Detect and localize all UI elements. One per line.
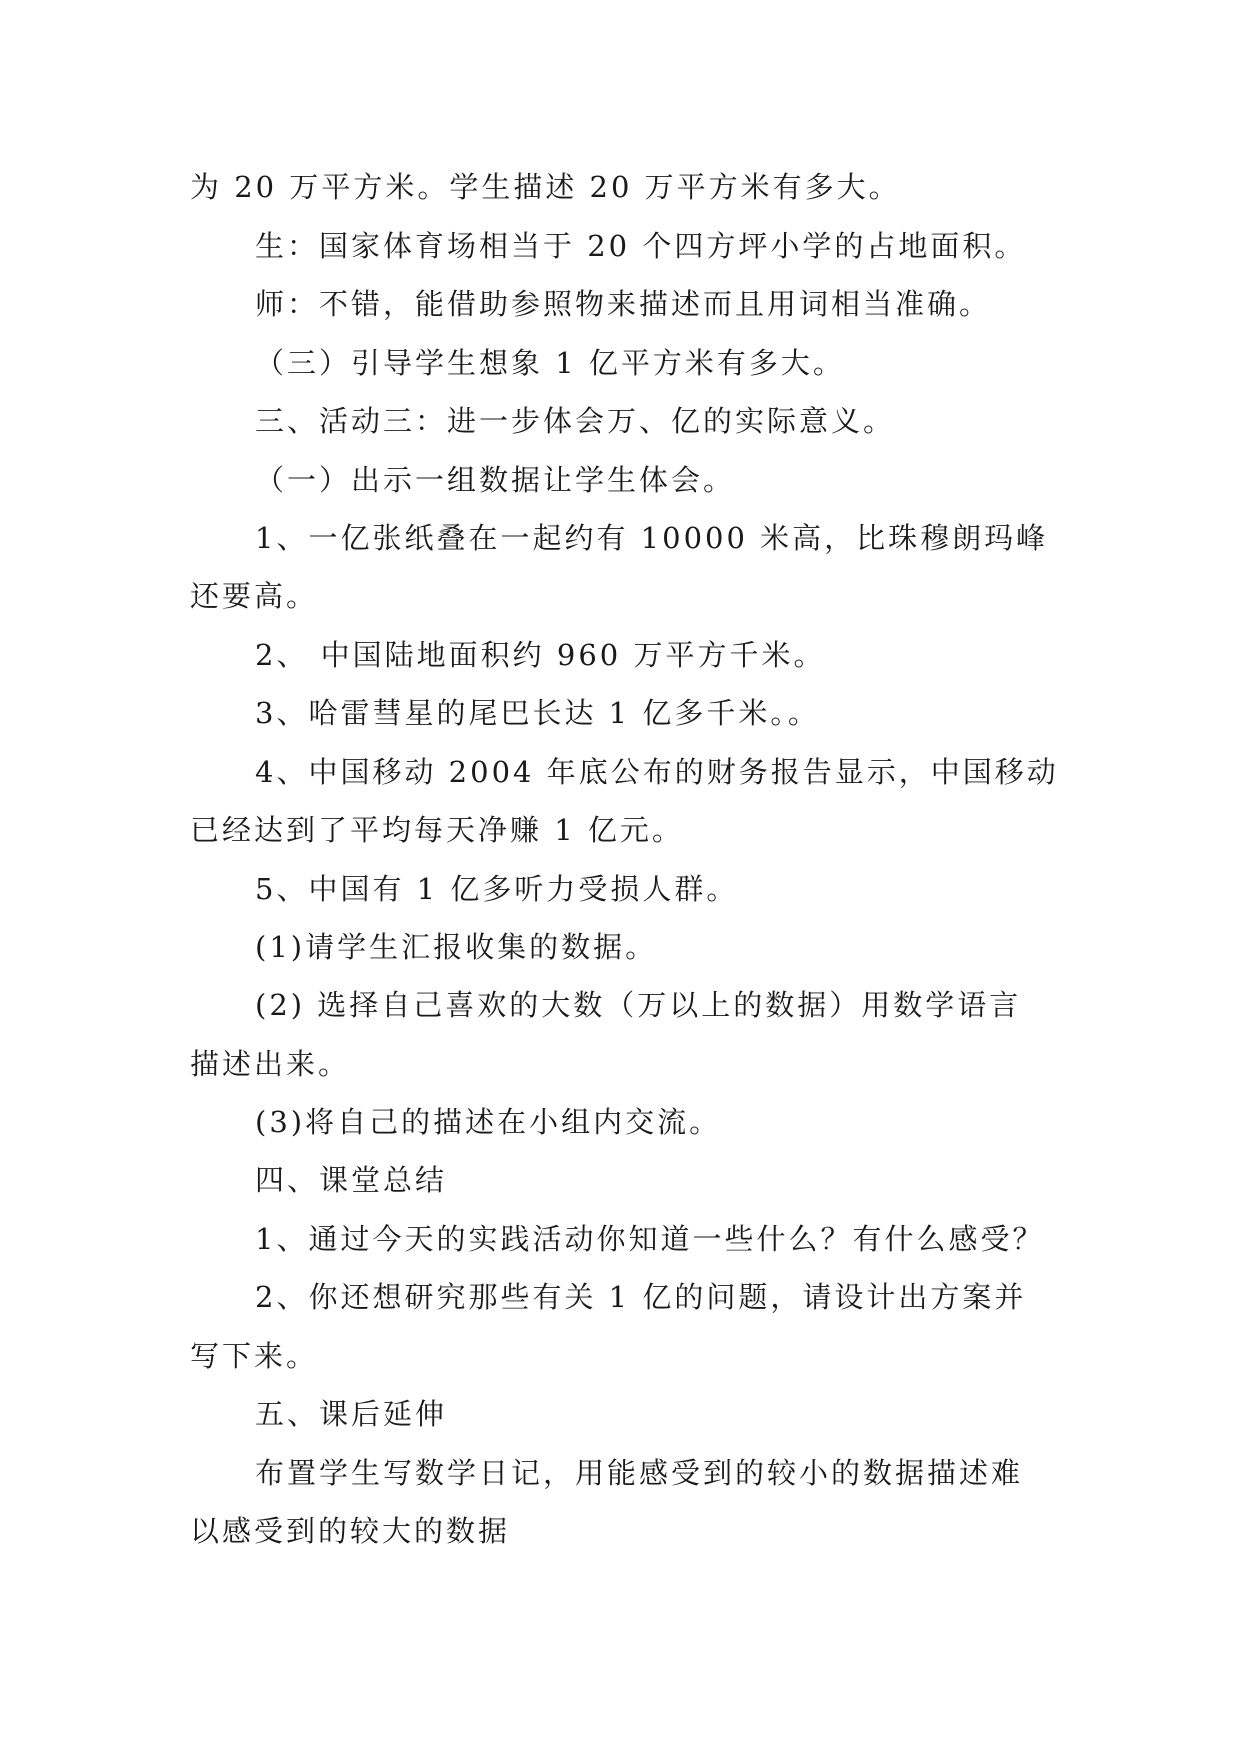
text-line: 5、中国有 1 亿多听力受损人群。 — [255, 872, 739, 906]
text-line: 写下来。 — [190, 1339, 319, 1373]
text-line: 4、中国移动 2004 年底公布的财务报告显示，中国移动 — [255, 755, 1059, 789]
text-line: 布置学生写数学日记，用能感受到的较小的数据描述难 — [255, 1456, 1024, 1490]
text-line: 1、通过今天的实践活动你知道一些什么？有什么感受？ — [255, 1222, 1045, 1256]
text-line: 生：国家体育场相当于 20 个四方坪小学的占地面积。 — [255, 229, 1027, 263]
text-line: 3、哈雷彗星的尾巴长达 1 亿多千米。。 — [255, 696, 820, 730]
text-line: （一）出示一组数据让学生体会。 — [255, 463, 736, 497]
text-line: 师：不错，能借助参照物来描述而且用词相当准确。 — [255, 287, 992, 321]
text-line: (1)请学生汇报收集的数据。 — [255, 930, 658, 964]
text-line: 三、活动三：进一步体会万、亿的实际意义。 — [255, 404, 896, 438]
text-line: (3)将自己的描述在小组内交流。 — [255, 1105, 722, 1139]
text-line: 已经达到了平均每天净赚 1 亿元。 — [190, 813, 684, 847]
text-line: 2、你还想研究那些有关 1 亿的问题，请设计出方案并 — [255, 1280, 1027, 1314]
text-line: 四、课堂总结 — [255, 1163, 448, 1197]
text-line: 以感受到的较大的数据 — [190, 1514, 511, 1548]
text-line: 描述出来。 — [190, 1047, 351, 1081]
text-line: （三）引导学生想象 1 亿平方米有多大。 — [255, 346, 845, 380]
text-line: (2) 选择自己喜欢的大数（万以上的数据）用数学语言 — [255, 988, 1022, 1022]
text-line: 五、课后延伸 — [255, 1397, 448, 1431]
text-line: 2、 中国陆地面积约 960 万平方千米。 — [255, 638, 826, 672]
text-line: 1、一亿张纸叠在一起约有 10000 米高，比珠穆朗玛峰 — [255, 521, 1049, 555]
text-line: 为 20 万平方米。学生描述 20 万平方米有多大。 — [190, 170, 901, 204]
text-line: 还要高。 — [190, 579, 319, 613]
